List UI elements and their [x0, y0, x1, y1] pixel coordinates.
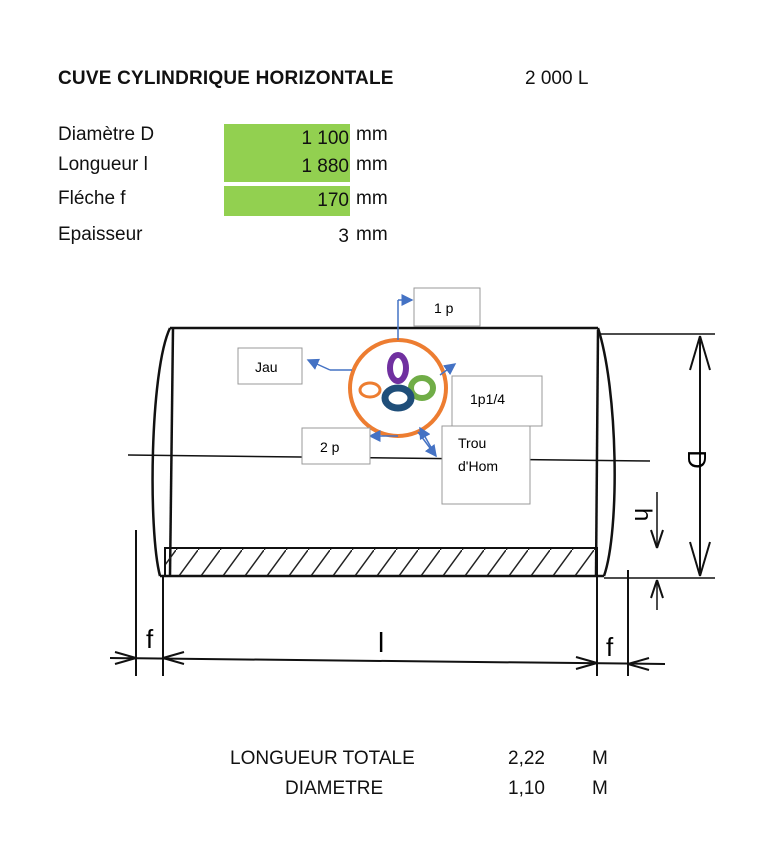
svg-text:Trou: Trou — [458, 435, 487, 451]
param-value-thickness: 3 — [338, 226, 349, 247]
dim-label-d: D — [682, 450, 712, 469]
svg-text:Jau: Jau — [255, 359, 278, 375]
manhole-cover — [350, 340, 446, 436]
capacity-value: 2 000 L — [525, 68, 589, 89]
result-label-diameter: DIAMETRE — [285, 778, 384, 799]
param-value-length[interactable]: 1 880 — [224, 152, 350, 182]
param-value-diameter[interactable]: 1 100 — [224, 124, 350, 154]
param-unit-diameter: mm — [356, 124, 388, 145]
param-unit-thickness: mm — [356, 224, 388, 245]
param-label-thickness: Epaisseur — [58, 224, 143, 245]
param-label-length: Longueur l — [58, 154, 148, 175]
svg-text:d'Hom: d'Hom — [458, 458, 499, 474]
dim-label-l: l — [378, 627, 385, 658]
param-value-arrow[interactable]: 170 — [224, 186, 350, 216]
result-unit-diameter: M — [592, 778, 608, 799]
dimension-h — [629, 492, 663, 610]
result-value-diameter: 1,10 — [508, 778, 545, 799]
dim-label-f-left: f — [146, 624, 154, 654]
tank-drawing — [0, 280, 768, 700]
dim-label-h: h — [629, 508, 656, 522]
result-label-total-length: LONGUEUR TOTALE — [230, 748, 415, 769]
liquid-level-band — [165, 548, 597, 576]
callout-manhole — [442, 426, 530, 504]
param-unit-length: mm — [356, 154, 388, 175]
param-label-diameter: Diamètre D — [58, 124, 155, 145]
dimension-d — [682, 336, 712, 576]
svg-text:2 p: 2 p — [320, 439, 340, 455]
param-unit-arrow: mm — [356, 188, 388, 209]
svg-text:1p1/4: 1p1/4 — [470, 391, 506, 407]
callout-1p1-4 — [452, 376, 542, 426]
callout-jauge — [238, 348, 302, 384]
dim-label-f-right: f — [606, 632, 614, 662]
center-line — [128, 455, 650, 461]
page-title: CUVE CYLINDRIQUE HORIZONTALE — [58, 68, 394, 89]
result-unit-total-length: M — [592, 748, 608, 769]
callout-2p — [302, 428, 370, 464]
callout-1p — [414, 288, 480, 326]
svg-text:1 p: 1 p — [434, 300, 454, 316]
result-value-total-length: 2,22 — [508, 748, 545, 769]
param-label-arrow: Fléche f — [58, 188, 126, 209]
